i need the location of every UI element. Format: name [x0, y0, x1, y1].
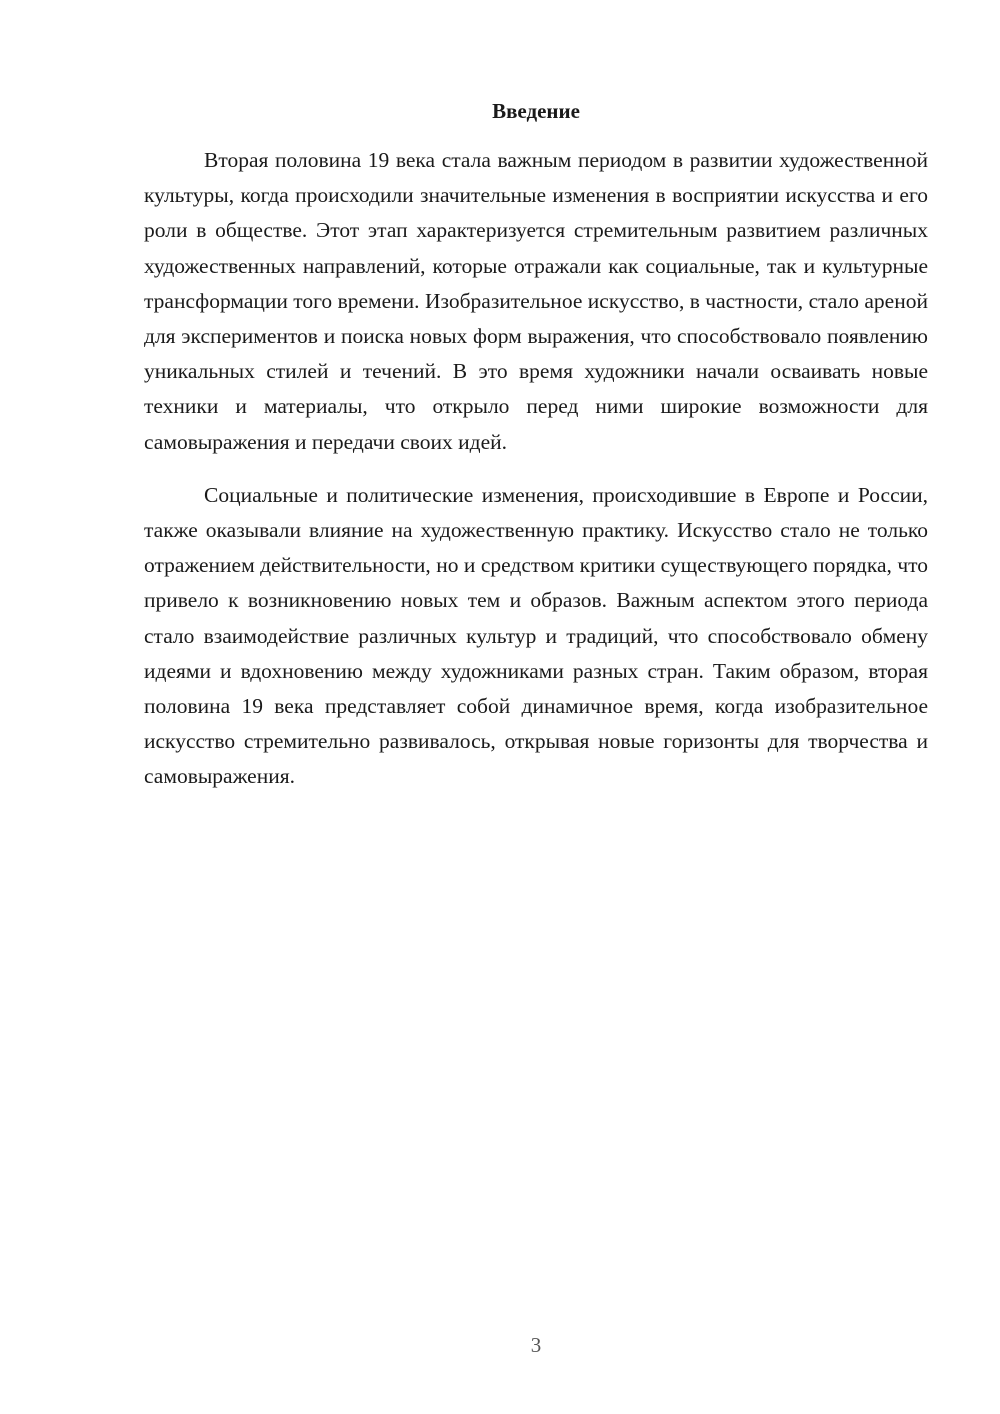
- section-title: Введение: [492, 99, 580, 123]
- page-number: 3: [530, 1333, 542, 1357]
- page-content: [144, 95, 928, 795]
- paragraph-2: Социальные и политические изменения, происходившие в Европе и России, также оказывали влияние на художественную практику. Искусство стало не только отражением действительности, но и средством критики существующего порядка, что привело к возникновению новых тем и образов. Важным аспектом этого периода стало взаимодействие различных культур и традиций, что способствовало обмену идеями и вдохновению между художниками разных стран. Таким образом, вторая половина 19 века представляет собой динамичное время, когда изобразительное искусство стремительно развивалось, открывая новые горизонты для творчества и самовыражения.: [144, 482, 928, 789]
- paragraph-1: Вторая половина 19 века стала важным периодом в развитии художественной культуры, когда происходили значительные изменения в восприятии искусства и его роли в обществе. Этот этап характеризуется стремительным развитием различных художественных направлений, которые отражали как социальные, так и культурные трансформации того времени. Изобразительное искусство, в частности, стало ареной для экспериментов и поиска новых форм выражения, что способствовало появлению уникальных стилей и течений. В это время художники начали осваивать новые техники и материалы, что открыло перед ними широкие возможности для самовыражения и передачи своих идей.: [144, 148, 928, 454]
